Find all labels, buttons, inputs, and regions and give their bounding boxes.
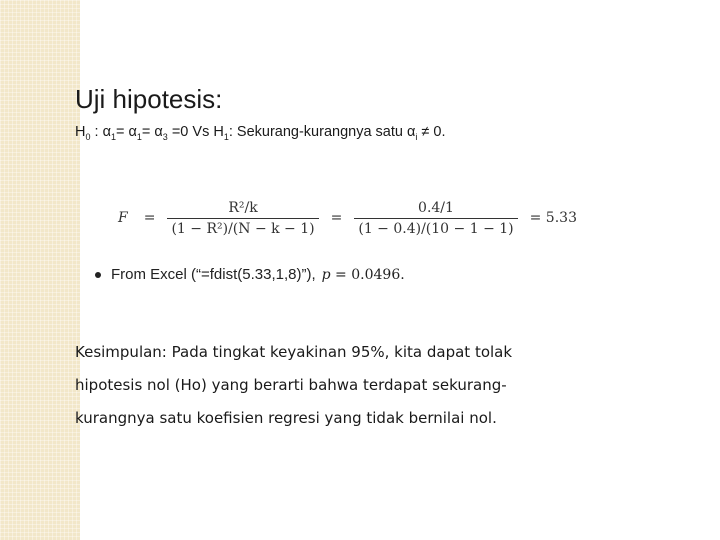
formula-lhs: F [118, 210, 128, 226]
formula-fraction-general [167, 200, 318, 237]
slide-title: Uji hipotesis: [75, 84, 223, 114]
formula-equals: = [330, 210, 343, 226]
decorative-side-panel [0, 0, 80, 540]
fraction-numerator: 0.4/1 [418, 199, 454, 216]
formula-fraction-values [354, 200, 517, 237]
excel-result-bullet [95, 266, 405, 283]
f-statistic-formula [118, 190, 585, 246]
p-value: p = 0.0496. [321, 266, 405, 283]
formula-equals: = [143, 210, 156, 226]
excel-text: From Excel (“=fdist(5.33,1,8)”), [111, 266, 316, 283]
fraction-denominator: (1 − 0.4)/(10 − 1 − 1) [354, 218, 517, 237]
formula-result: = 5.33 [529, 210, 577, 226]
conclusion-paragraph: Kesimpulan: Pada tingkat keyakinan 95%, kita dapat tolak hipotesis nol (Ho) yang berarti bahwa terdapat sekurang-kurangnya satu koefisien regresi yang tidak bernilai nol. [75, 343, 513, 427]
bullet-icon [95, 272, 101, 278]
hypothesis-statement: $H_0$ : $\alpha_1= \alpha_1= \alpha_3 =0$ Vs $H_1$: Sekurang-kurangnya satu $\alpha_i \ne 0$. [75, 124, 446, 142]
fraction-denominator: (1 − R²)/(N − k − 1) [167, 218, 318, 237]
fraction-numerator: R²/k [228, 199, 258, 216]
